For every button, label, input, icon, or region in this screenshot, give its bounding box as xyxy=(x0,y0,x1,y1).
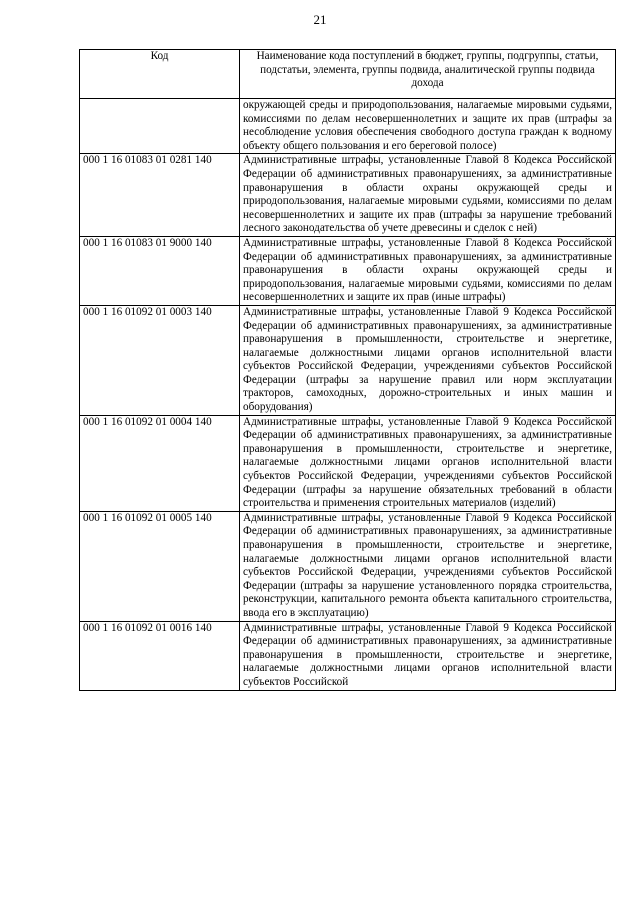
row-description: Административные штрафы, установленные Главой 9 Кодекса Российской Федерации об административных правонарушениях, за административные правонарушения в промышленности, строительстве и энергетике, налагаемые должностными лицами органов исполнительной власти субъектов Российской xyxy=(240,621,616,690)
row-code: 000 1 16 01083 01 9000 140 xyxy=(80,236,240,305)
row-description: Административные штрафы, установленные Главой 8 Кодекса Российской Федерации об административных правонарушениях, за административные правонарушения в области охраны окружающей среды и природопользования, налагаемые мировыми судьями, комиссиями по делам несовершеннолетних и защите их прав (иные штрафы) xyxy=(240,236,616,305)
row-description: Административные штрафы, установленные Главой 8 Кодекса Российской Федерации об административных правонарушениях, за административные правонарушения в области охраны окружающей среды и природопользования, налагаемые мировыми судьями, комиссиями по делам несовершеннолетних и защите их прав (штрафы за нарушение требований лесного законодательства об учете древесины и сделок с ней) xyxy=(240,154,616,237)
row-code xyxy=(80,99,240,154)
table-row xyxy=(80,305,616,415)
column-header-code: Код xyxy=(80,50,240,99)
row-description: Административные штрафы, установленные Главой 9 Кодекса Российской Федерации об административных правонарушениях, за административные правонарушения в промышленности, строительстве и энергетике, налагаемые должностными лицами органов исполнительной власти субъектов Российской Федерации, учреждениями субъектов Российской Федерации (штрафы за нарушение обязательных требований в области строительства и применения строительных материалов (изделий) xyxy=(240,415,616,511)
table-row xyxy=(80,621,616,690)
row-description: Административные штрафы, установленные Главой 9 Кодекса Российской Федерации об административных правонарушениях, за административные правонарушения в промышленности, строительстве и энергетике, налагаемые должностными лицами органов исполнительной власти субъектов Российской Федерации, учреждениями субъектов Российской Федерации (штрафы за нарушение установленного порядка строительства, реконструкции, капитального ремонта объекта капитального строительства, ввода его в эксплуатацию) xyxy=(240,511,616,621)
table-header-row xyxy=(80,50,616,99)
row-description: Административные штрафы, установленные Главой 9 Кодекса Российской Федерации об административных правонарушениях, за административные правонарушения в промышленности, строительстве и энергетике, налагаемые должностными лицами органов исполнительной власти субъектов Российской Федерации, учреждениями субъектов Российской Федерации (штрафы за нарушение правил или норм эксплуатации тракторов, самоходных, дорожно-строительных и иных машин и оборудования) xyxy=(240,305,616,415)
revenue-codes-table xyxy=(79,49,616,691)
column-header-name: Наименование кода поступлений в бюджет, группы, подгруппы, статьи, подстатьи, элемента, группы подвида, аналитической группы подвида дохода xyxy=(240,50,616,99)
row-description: окружающей среды и природопользования, налагаемые мировыми судьями, комиссиями по делам несовершеннолетних и защите их прав (штрафы за несоблюдение условия обеспечения свободного доступа граждан к водному объекту общего пользования и его береговой полосе) xyxy=(240,99,616,154)
table-row xyxy=(80,511,616,621)
row-code: 000 1 16 01092 01 0016 140 xyxy=(80,621,240,690)
table-row xyxy=(80,236,616,305)
row-code: 000 1 16 01092 01 0004 140 xyxy=(80,415,240,511)
table-row xyxy=(80,154,616,237)
page-number: 21 xyxy=(313,12,327,27)
row-code: 000 1 16 01092 01 0005 140 xyxy=(80,511,240,621)
table-row xyxy=(80,415,616,511)
table-row xyxy=(80,99,616,154)
row-code: 000 1 16 01092 01 0003 140 xyxy=(80,305,240,415)
row-code: 000 1 16 01083 01 0281 140 xyxy=(80,154,240,237)
